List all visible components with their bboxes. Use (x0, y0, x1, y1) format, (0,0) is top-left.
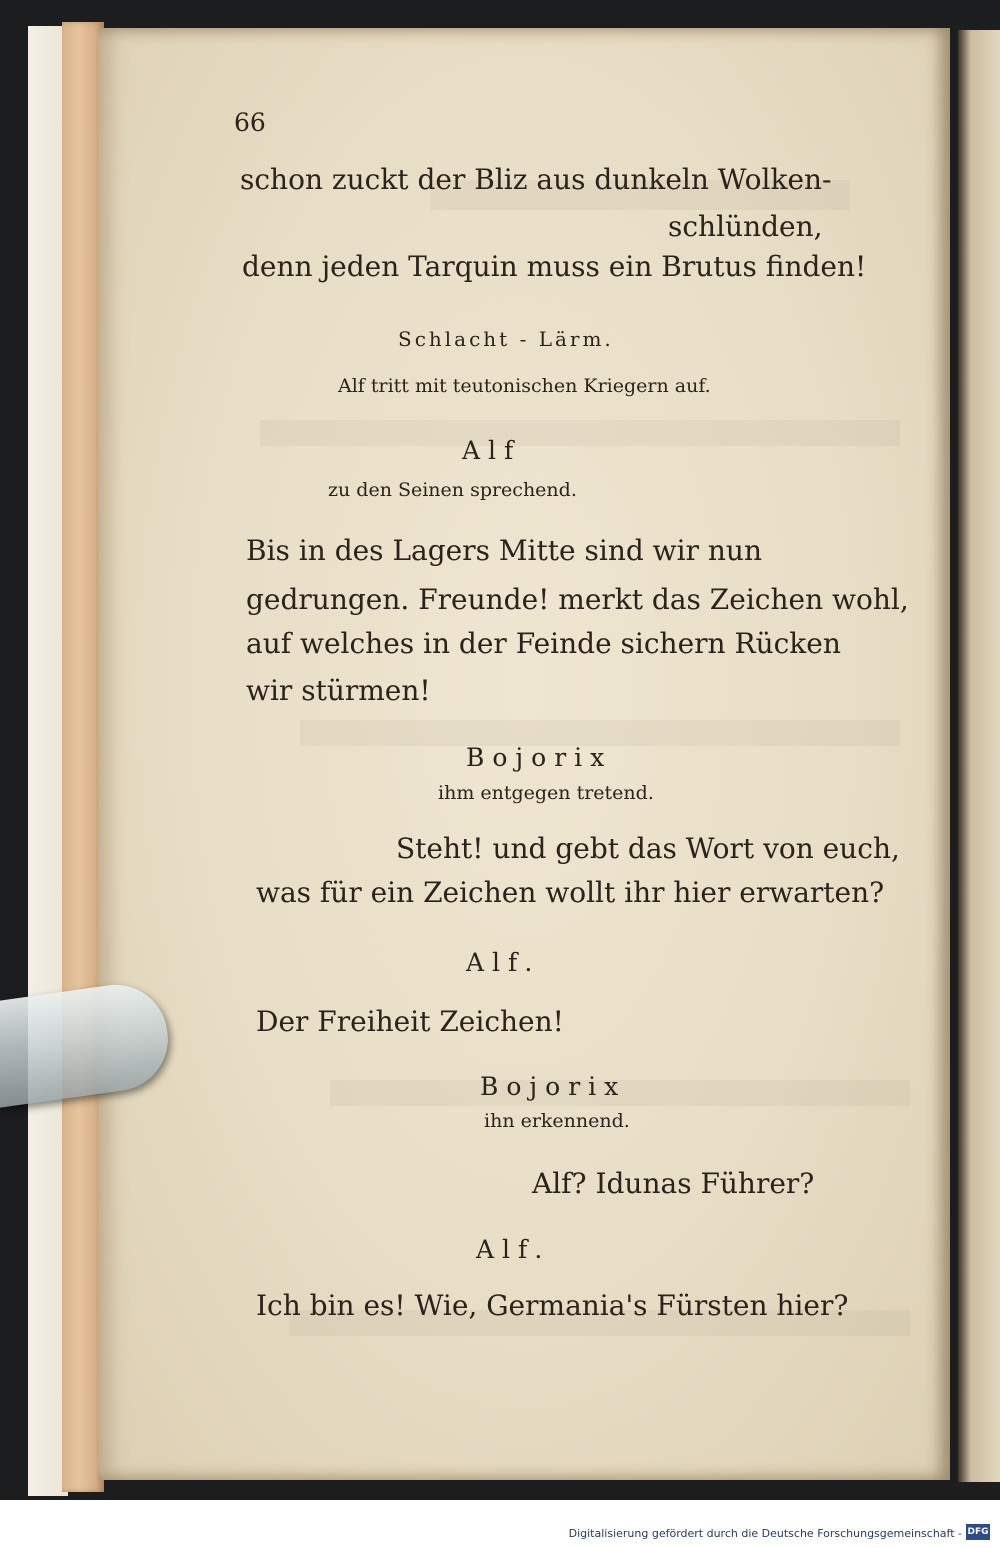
text-line: schlünden, (668, 210, 823, 243)
dfg-logo: DFG (966, 1524, 990, 1540)
speaker-name: Alf. (466, 948, 541, 977)
footer-bar (0, 1500, 1000, 1548)
text-line: Steht! und gebt das Wort von euch, (396, 832, 900, 865)
speaker-name: Alf. (476, 1235, 551, 1264)
footer-credit: Digitalisierung gefördert durch die Deutsche Forschungsgemeinschaft - (568, 1527, 962, 1540)
text-line: Alf? Idunas Führer? (532, 1167, 815, 1200)
stage-direction: zu den Seinen sprechend. (328, 479, 577, 501)
speaker-name: Bojorix (480, 1072, 627, 1101)
text-line: Der Freiheit Zeichen! (256, 1005, 564, 1038)
text-line: Bis in des Lagers Mitte sind wir nun (246, 534, 762, 567)
stage-direction: ihn erkennend. (484, 1110, 630, 1132)
page-number: 66 (234, 108, 266, 137)
text-line: Ich bin es! Wie, Germania's Fürsten hier? (256, 1289, 849, 1322)
text-line: was für ein Zeichen wollt ihr hier erwarten? (256, 876, 885, 909)
stage-direction: Schlacht - Lärm. (398, 327, 614, 351)
text-line: auf welches in der Feinde sichern Rücken (246, 627, 841, 660)
stage-direction: Alf tritt mit teutonischen Kriegern auf. (338, 375, 711, 397)
text-line: gedrungen. Freunde! merkt das Zeichen wohl, (246, 583, 909, 616)
speaker-name: Alf (462, 436, 522, 465)
stage-direction: ihm entgegen tretend. (438, 782, 654, 804)
speaker-name: Bojorix (466, 743, 613, 772)
text-line: wir stürmen! (246, 674, 431, 707)
next-page-edge (958, 30, 1000, 1482)
text-line: schon zuckt der Bliz aus dunkeln Wolken- (240, 163, 832, 196)
text-line: denn jeden Tarquin muss ein Brutus finden! (242, 250, 867, 283)
